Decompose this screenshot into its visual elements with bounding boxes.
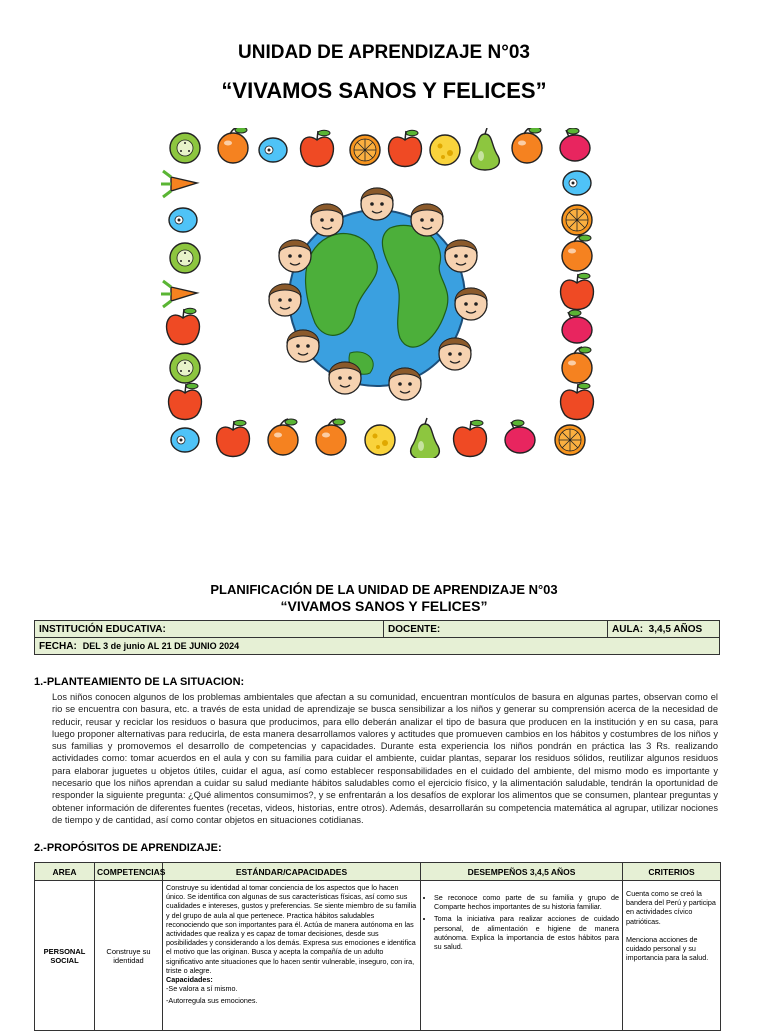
criterion-item: Menciona acciones de cuidado personal y su importancia para la salud. [626, 934, 709, 963]
performances-cell [421, 881, 623, 1031]
area-cell: PERSONAL SOCIAL [35, 881, 95, 1031]
teacher-label: DOCENTE: [388, 623, 441, 635]
planning-title: PLANIFICACIÓN DE LA UNIDAD DE APRENDIZAJE N°03 [210, 582, 558, 597]
date-value: DEL 3 de junio AL 21 DE JUNIO 2024 [82, 640, 240, 651]
competence-cell: Construye su identidad [95, 881, 163, 1031]
capacity-item: -Autorregula sus emociones. [166, 996, 258, 1006]
standard-text: Construye su identidad al tomar conciencia de los aspectos que lo hacen único. Se identifica con algunas de sus características físicas, así como sus cualidades e intereses, gustos y preferencias. Se siente miembro de su familia y del grupo de aula al que pertenece. Practica hábitos saludables reconociendo que son importantes para él. Actúa de manera autónoma en las actividades que realiza y es capaz de tomar decisiones, desde sus posibilidades y considerando a los demás. Expresa sus emociones e identifica el motivo que las originan. Busca y acepta la compañía de un adulto significativo ante situaciones que lo hacen sentir vulnerable, inseguro, con ira, triste o alegre. [166, 883, 417, 975]
institution-label: INSTITUCIÓN EDUCATIVA: [39, 623, 166, 635]
unit-info-table [34, 620, 720, 655]
purposes-table [34, 862, 721, 1031]
classroom-value: 3,4,5 AÑOS [648, 623, 703, 635]
column-header-area: AREA [35, 863, 95, 881]
criterion-item: Cuenta como se creó la bandera del Perú y participa en actividades cívico patrióticas. [626, 889, 716, 926]
teacher-cell [384, 621, 608, 638]
situation-heading: 1.-PLANTEAMIENTO DE LA SITUACION: [34, 676, 245, 688]
table-header-row [35, 863, 721, 881]
column-header-competences: COMPETENCIAS [95, 863, 163, 881]
cover-illustration [155, 128, 605, 458]
institution-cell [35, 621, 384, 638]
date-cell [35, 638, 720, 655]
standard-cell [163, 881, 421, 1031]
capacities-label: Capacidades: [166, 975, 213, 985]
planning-subtitle: “VIVAMOS SANOS Y FELICES” [280, 598, 488, 614]
column-header-standard: ESTÁNDAR/CAPACIDADES [163, 863, 421, 881]
column-header-performances: DESEMPEÑOS 3,4,5 AÑOS [421, 863, 623, 881]
purposes-heading: 2.-PROPÓSITOS DE APRENDIZAJE: [34, 842, 222, 854]
date-label: FECHA: [39, 640, 77, 652]
performance-item: • Se reconoce como parte de su familia y grupo de Comparte hechos importantes de su historia familiar. [434, 893, 619, 911]
criteria-cell [623, 881, 721, 1031]
unit-title: UNIDAD DE APRENDIZAJE N°03 [238, 42, 530, 63]
situation-paragraph: Los niños conocen algunos de los problemas ambientales que afectan a su comunidad, encuentran montículos de basura en algunas partes, observan como el rio se encuentra con basura, etc. a través de esta unidad de aprendizaje se busca sensibilizar a los niños y generar su comprensión acerca de la necesidad de reducir, reusar y reciclar los residuos o basura que producimos, para ello deberán analizar el tipo de basura que producen en la institución y en su casa, para luego proponer alternativas para reducirla, de esta manera desarrollamos valores y actitudes que promueven cambios en los hábitos y costumbres de los niños y sus familias y promovemos el desarrollo de competencias y capacidades. Durante esta experiencia los niños pondrán en práctica las 3 Rs. realizando actividades como: tomar acuerdos en el aula y con su familia para cuidar el ambiente, cuidar plantas, separar los residuos sólidos, reutilizar algunos residuos para elaborar juguetes u objetos útiles, cuidar el agua, así como establecer responsabilidades en el cuidado del ambiente, del mismo modo es importante y necesario que los niños aprendan a cuidar su salud mediante hábitos saludables como el ejercicio físico, y la alimentación saludable, tendrán la oportunidad de responder la siguiente pregunta: ¿Qué alimentos consumimos?, y se enfrentarán a los desafíos de explorar los alimentos que se consumen, plantear preguntas y obtener información de diferentes fuentes (recetas, videos, historias, entre otros). Además, desarrollarán su competencia matemática al agrupar, utilizar nociones de tiempo y de cantidad, así como contar objetos en situaciones cotidianas. [52, 692, 718, 825]
classroom-cell [608, 621, 720, 638]
performances-list [424, 893, 619, 951]
unit-subtitle: “VIVAMOS SANOS Y FELICES” [221, 78, 547, 103]
capacity-item: -Se valora a sí mismo. [166, 984, 238, 994]
column-header-criteria: CRITERIOS [623, 863, 721, 881]
performance-item: • Toma la iniciativa para realizar acciones de cuidado personal, de alimentación e higiene de manera autónoma. Explica la importancia de estos hábitos para su salud. [434, 914, 619, 951]
classroom-label: AULA: [612, 623, 644, 635]
table-row [35, 881, 721, 1031]
